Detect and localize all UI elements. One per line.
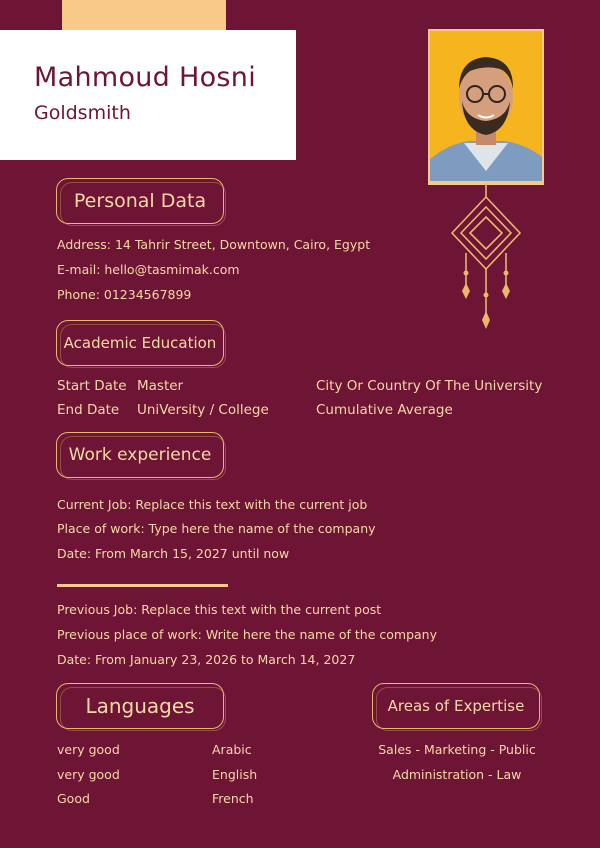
section-heading-work — [56, 432, 224, 478]
personal-heading-label: Personal Data — [73, 190, 207, 212]
gpa-text: Cumulative Average — [316, 402, 453, 418]
expertise-line-2: Administration - Law — [392, 767, 522, 782]
language-name: Arabic — [212, 742, 252, 757]
phone-text: Phone: 01234567899 — [57, 287, 192, 302]
section-heading-languages — [56, 683, 224, 729]
start-date-label: Start Date — [57, 378, 127, 394]
university-location-text: City Or Country Of The University — [316, 378, 543, 394]
previous-place-text: Previous place of work: Write here the name of the company — [57, 627, 438, 642]
end-date-label: End Date — [57, 402, 120, 418]
language-name: French — [212, 791, 254, 806]
person-name: Mahmoud Hosni — [34, 62, 257, 93]
email-text: E-mail: hello@tasmimak.com — [57, 262, 240, 277]
previous-job-text: Previous Job: Replace this text with the current post — [57, 602, 382, 617]
section-heading-education — [56, 320, 224, 366]
work-divider — [57, 584, 228, 587]
institution-text: UniVersity / College — [137, 402, 269, 418]
expertise-line-1: Sales - Marketing - Public — [378, 742, 536, 757]
address-text: Address: 14 Tahrir Street, Downtown, Cairo, Egypt — [57, 237, 371, 252]
degree-text: Master — [137, 378, 184, 394]
current-place-text: Place of work: Type here the name of the company — [57, 521, 376, 536]
name-card — [0, 30, 296, 160]
language-level: Good — [57, 791, 90, 806]
header-accent-tab — [62, 0, 226, 32]
current-job-text: Current Job: Replace this text with the current job — [57, 497, 368, 512]
gold-pendant-ornament — [448, 183, 524, 335]
expertise-heading-label: Areas of Expertise — [387, 697, 525, 715]
current-date-text: Date: From March 15, 2027 until now — [57, 546, 290, 561]
language-name: English — [212, 767, 258, 782]
education-heading-label: Academic Education — [63, 334, 217, 352]
languages-heading-label: Languages — [85, 694, 195, 718]
person-title: Goldsmith — [34, 102, 131, 124]
language-level: very good — [57, 767, 120, 782]
work-heading-label: Work experience — [68, 445, 212, 465]
profile-photo — [430, 31, 542, 181]
section-heading-expertise — [372, 683, 540, 729]
previous-date-text: Date: From January 23, 2026 to March 14, 2027 — [57, 652, 356, 667]
language-level: very good — [57, 742, 120, 757]
section-heading-personal — [56, 178, 224, 224]
